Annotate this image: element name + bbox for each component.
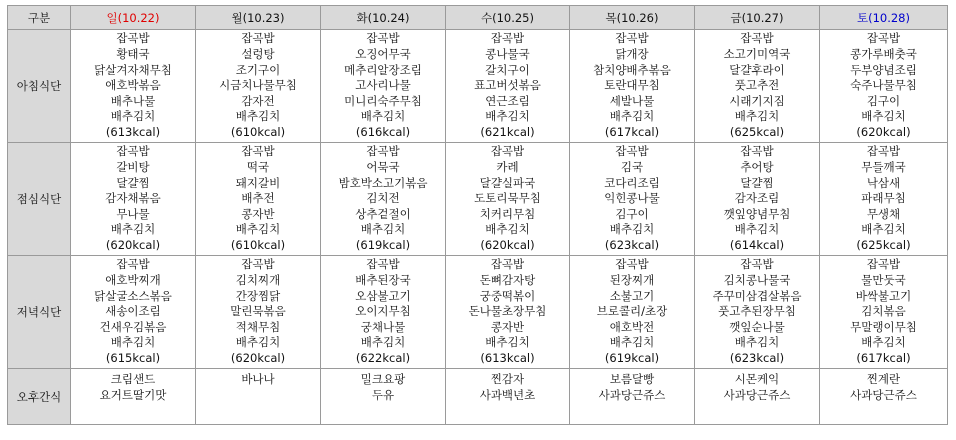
menu-item: 무말랭이무침 (850, 319, 917, 334)
menu-item: 돼지갈비 (235, 175, 281, 190)
menu-item: 잡곡밥 (366, 144, 400, 159)
menu-item: 고사리나물 (355, 78, 411, 93)
menu-cell (446, 30, 570, 143)
menu-item: 배추김치 (734, 335, 780, 350)
menu-item: 배추김치 (110, 335, 156, 350)
menu-cell (196, 30, 321, 143)
menu-item: 메추리알장조림 (344, 62, 422, 77)
menu-item: 궁중떡볶이 (479, 288, 536, 303)
menu-item: 잡곡밥 (241, 144, 275, 159)
menu-item: 닭개장 (615, 47, 649, 62)
menu-item: 배추김치 (360, 109, 406, 124)
menu-item: 무들깨국 (861, 160, 906, 175)
menu-cell (820, 143, 948, 256)
menu-item: 오이지무침 (355, 304, 411, 319)
menu-item: 새송이조림 (105, 304, 161, 319)
menu-item: (610kcal) (230, 124, 286, 139)
menu-item: 떡국 (246, 160, 270, 175)
menu-item: 달걀찜 (740, 175, 774, 190)
menu-item: 배추김치 (861, 109, 906, 124)
menu-item: 깻잎양념무침 (723, 206, 791, 221)
menu-item: 배추김치 (110, 109, 156, 124)
menu-item: 배추김치 (235, 335, 281, 350)
menu-item: 두유 (371, 387, 395, 402)
menu-item: 배추김치 (110, 222, 156, 237)
menu-item: 갈치구이 (485, 62, 530, 77)
meal-label: 아침식단 (8, 30, 71, 143)
menu-item: 황태국 (116, 47, 150, 62)
menu-cell (820, 369, 948, 425)
menu-item: 시몬케익 (734, 372, 780, 386)
menu-item: 배추김치 (485, 222, 530, 237)
menu-item: 배추김치 (485, 109, 530, 124)
day-header-saturday: 토(10.28) (820, 6, 948, 30)
day-header-wednesday: 수(10.25) (446, 6, 570, 30)
menu-item: 밤호박소고기볶음 (338, 175, 428, 190)
menu-item: (615kcal) (105, 350, 161, 365)
menu-item: 추어탕 (740, 160, 774, 175)
menu-item: 소고기미역국 (723, 47, 791, 62)
menu-item: 김구이 (615, 206, 649, 221)
menu-item: (621kcal) (480, 124, 535, 139)
menu-item: 김치볶음 (861, 304, 906, 319)
menu-item: 궁채나물 (360, 319, 406, 334)
menu-item: 숙주나물무침 (850, 78, 917, 93)
menu-item: 표고버섯볶음 (474, 78, 541, 93)
menu-item: 코다리조림 (604, 175, 660, 190)
menu-item: 무나물 (116, 206, 150, 221)
menu-cell (71, 143, 196, 256)
menu-item: 배추김치 (861, 222, 906, 237)
menu-item: 시금치나물무침 (219, 78, 297, 93)
menu-cell (446, 256, 570, 369)
menu-item: 돈나물초장무침 (468, 304, 547, 319)
meal-label: 오후간식 (8, 369, 71, 425)
meal-label: 저녁식단 (8, 256, 71, 369)
menu-item: 애호박찌개 (105, 273, 161, 288)
menu-item: 오삼불고기 (355, 288, 411, 303)
menu-cell (570, 143, 695, 256)
menu-item: 상추겉절이 (355, 206, 411, 221)
header-row (8, 6, 948, 30)
menu-item: (623kcal) (604, 237, 660, 252)
menu-item: 애호박볶음 (105, 78, 161, 93)
menu-item: 콩자반 (241, 206, 275, 221)
menu-cell (570, 256, 695, 369)
menu-item: 감자채볶음 (105, 191, 161, 206)
menu-item: 배추전 (241, 191, 275, 206)
menu-item: 설렁탕 (241, 47, 275, 62)
breakfast-row (8, 30, 948, 143)
menu-item: 조기구이 (235, 62, 281, 77)
menu-item: 돈뼈감자탕 (479, 273, 536, 288)
day-header-thursday: 목(10.26) (570, 6, 695, 30)
menu-item: 잡곡밥 (490, 31, 525, 46)
menu-item: 배추김치 (609, 335, 655, 350)
menu-item: 잡곡밥 (740, 257, 774, 272)
menu-item: 브로콜리/초장 (596, 304, 668, 319)
corner-header: 구분 (8, 6, 71, 30)
menu-item: (620kcal) (230, 350, 286, 365)
menu-item: 애호박전 (609, 319, 655, 334)
menu-item: 콩자반 (490, 319, 525, 334)
menu-item: 배추김치 (609, 109, 655, 124)
menu-item: 콩가루배춧국 (850, 47, 917, 62)
menu-item: 보름달빵 (609, 372, 655, 386)
meal-label: 점심식단 (8, 143, 71, 256)
menu-item: 주꾸미삼겹살볶음 (712, 288, 802, 303)
menu-item: 말린묵볶음 (230, 304, 286, 319)
day-header-monday: 월(10.23) (196, 6, 321, 30)
menu-item: 잡곡밥 (241, 257, 275, 272)
menu-item: 무생채 (866, 206, 901, 221)
menu-item: 닭살겨자채무침 (94, 62, 172, 77)
menu-item: 달걀실파국 (479, 175, 536, 190)
menu-item: 도토리묵무침 (474, 191, 541, 206)
menu-item: 배추김치 (235, 222, 281, 237)
menu-item: (622kcal) (355, 350, 411, 365)
menu-cell (695, 256, 820, 369)
menu-item: 사과당근쥬스 (723, 387, 791, 402)
menu-cell (695, 143, 820, 256)
menu-item: (620kcal) (480, 237, 535, 252)
menu-item: 낙삼새 (866, 175, 901, 190)
menu-item: (617kcal) (856, 350, 911, 365)
menu-item: 김치콩나물국 (723, 273, 791, 288)
menu-item: 어묵국 (366, 160, 400, 175)
menu-item: 잡곡밥 (116, 144, 150, 159)
menu-item: 물만둣국 (861, 273, 906, 288)
menu-item: 오징어무국 (355, 47, 411, 62)
menu-item: 잡곡밥 (866, 144, 901, 159)
menu-item: 찐계란 (866, 372, 901, 386)
menu-item: 잡곡밥 (615, 144, 649, 159)
lunch-row (8, 143, 948, 256)
menu-item: 김치전 (366, 191, 400, 206)
dinner-row (8, 256, 948, 369)
menu-cell (446, 143, 570, 256)
menu-cell (570, 30, 695, 143)
menu-item: (625kcal) (729, 124, 785, 139)
menu-cell (695, 369, 820, 425)
menu-item: 잡곡밥 (490, 257, 525, 272)
menu-item: 김치찌개 (235, 273, 281, 288)
menu-item: (613kcal) (105, 124, 161, 139)
menu-item: 배추김치 (734, 222, 780, 237)
menu-item: 배추김치 (360, 222, 406, 237)
menu-cell (196, 143, 321, 256)
menu-item: 배추된장국 (355, 273, 411, 288)
menu-item: 잡곡밥 (740, 144, 774, 159)
menu-item: 김국 (620, 160, 644, 175)
day-header-sunday: 일(10.22) (71, 6, 196, 30)
menu-item: 치커리무침 (479, 206, 536, 221)
menu-cell (820, 30, 948, 143)
menu-item: (613kcal) (480, 350, 535, 365)
menu-item: 잡곡밥 (866, 31, 901, 46)
menu-item: 잡곡밥 (740, 31, 774, 46)
menu-item: 감자조림 (734, 191, 780, 206)
menu-cell (71, 369, 196, 425)
menu-item: 잡곡밥 (366, 31, 400, 46)
menu-item: 사과당근쥬스 (598, 387, 666, 402)
menu-item: 풋고추전 (734, 78, 780, 93)
menu-item: 토란대무침 (604, 78, 660, 93)
menu-item: 잡곡밥 (866, 257, 901, 272)
menu-item: 닭살굴소스볶음 (94, 288, 172, 303)
menu-item: 배추김치 (609, 222, 655, 237)
menu-item: (623kcal) (729, 350, 785, 365)
menu-item: 배추김치 (734, 109, 780, 124)
menu-item: 잡곡밥 (615, 257, 649, 272)
menu-cell (196, 369, 321, 425)
menu-item: 참치양배추볶음 (593, 62, 671, 77)
menu-item: 깻잎순나물 (729, 319, 785, 334)
menu-item: 잡곡밥 (366, 257, 400, 272)
menu-item: 풋고추된장무침 (718, 304, 796, 319)
menu-cell (321, 30, 446, 143)
menu-item: 달걀후라이 (729, 62, 785, 77)
menu-item: 소불고기 (609, 288, 655, 303)
day-header-tuesday: 화(10.24) (321, 6, 446, 30)
menu-item: 적채무침 (235, 319, 281, 334)
menu-item: 잡곡밥 (490, 144, 525, 159)
menu-item: 배추김치 (235, 109, 281, 124)
snack-row (8, 369, 948, 425)
menu-item: 세발나물 (609, 93, 655, 108)
menu-item: 익힌콩나물 (604, 191, 660, 206)
menu-item: 사과당근쥬스 (850, 387, 917, 402)
menu-item: 찐감자 (490, 372, 525, 386)
menu-cell (321, 256, 446, 369)
menu-cell (695, 30, 820, 143)
menu-cell (321, 369, 446, 425)
menu-cell (196, 256, 321, 369)
menu-item: 잡곡밥 (615, 31, 649, 46)
menu-item: 감자전 (241, 93, 275, 108)
menu-item: (619kcal) (604, 350, 660, 365)
menu-item: 연근조림 (485, 93, 530, 108)
menu-item: 된장찌개 (609, 273, 655, 288)
menu-cell (570, 369, 695, 425)
menu-item: 밀크요팡 (360, 372, 406, 386)
menu-item: 잡곡밥 (116, 257, 150, 272)
menu-item: 갈비탕 (116, 160, 150, 175)
menu-cell (321, 143, 446, 256)
menu-item: 김구이 (866, 93, 901, 108)
menu-item: (625kcal) (856, 237, 911, 252)
menu-item: (620kcal) (856, 124, 911, 139)
menu-item: 건새우김볶음 (99, 319, 167, 334)
menu-item: 배추나물 (110, 93, 156, 108)
menu-item: 배추김치 (360, 335, 406, 350)
menu-item: 배추김치 (861, 335, 906, 350)
menu-item: 잡곡밥 (241, 31, 275, 46)
day-header-friday: 금(10.27) (695, 6, 820, 30)
menu-item: (614kcal) (729, 237, 785, 252)
menu-item: 달걀찜 (116, 175, 150, 190)
menu-item: 사과백년초 (479, 387, 536, 402)
menu-cell (820, 256, 948, 369)
menu-cell (71, 256, 196, 369)
weekly-menu-table (7, 5, 948, 425)
menu-item: 바싹불고기 (855, 288, 912, 303)
menu-item: 파래무침 (861, 191, 906, 206)
menu-cell (71, 30, 196, 143)
menu-item: (619kcal) (355, 237, 411, 252)
menu-item: 두부양념조림 (850, 62, 917, 77)
menu-item: 바나나 (241, 372, 275, 386)
menu-item: 미니리숙주무침 (344, 93, 422, 108)
menu-item: 콩나물국 (485, 47, 530, 62)
menu-item: 잡곡밥 (116, 31, 150, 46)
menu-item: 배추김치 (485, 335, 530, 350)
menu-item: (616kcal) (355, 124, 411, 139)
menu-item: 크림샌드 (110, 372, 156, 386)
menu-cell (446, 369, 570, 425)
menu-item: 간장찜닭 (235, 288, 281, 303)
menu-item: (620kcal) (105, 237, 161, 252)
menu-item: 카레 (496, 160, 519, 175)
menu-item: 시래기지짐 (729, 93, 785, 108)
menu-body (8, 30, 948, 425)
menu-item: (610kcal) (230, 237, 286, 252)
menu-item: (617kcal) (604, 124, 660, 139)
menu-item: 요거트딸기맛 (99, 387, 167, 402)
